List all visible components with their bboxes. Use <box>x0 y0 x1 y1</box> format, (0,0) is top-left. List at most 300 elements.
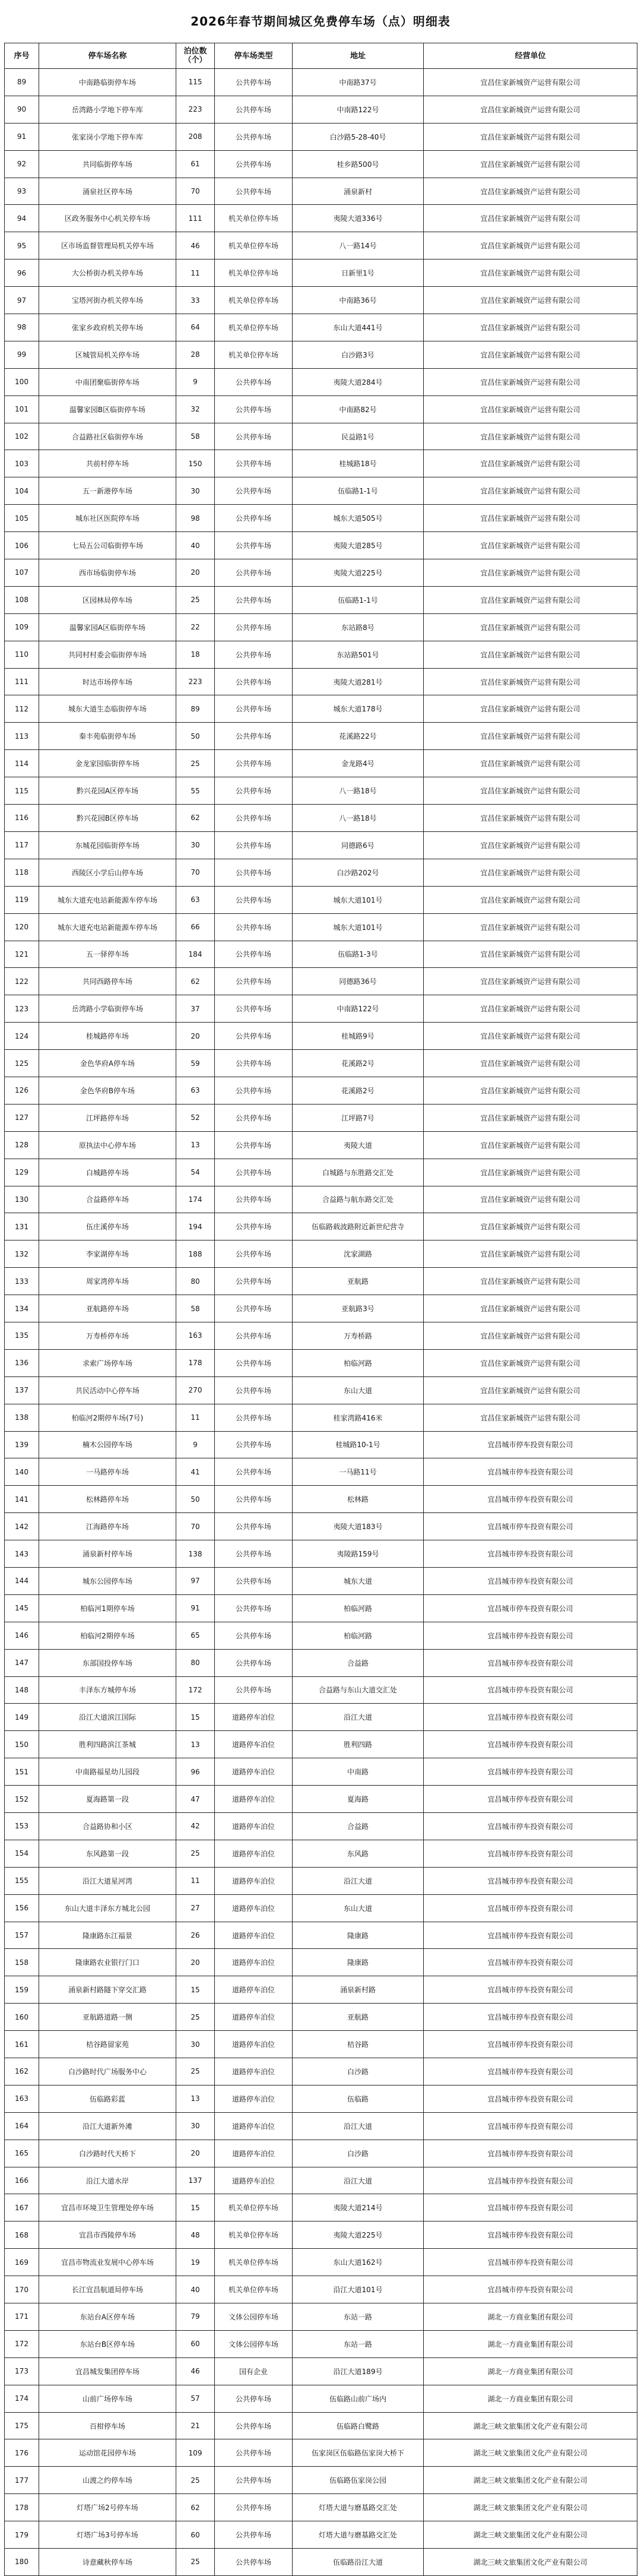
cell-type: 公共停车场 <box>215 1213 293 1240</box>
cell-unit: 宜昌城市停车投资有限公司 <box>424 1458 637 1486</box>
cell-unit: 湖北一方商业集团有限公司 <box>424 2357 637 2385</box>
cell-type: 机关单位停车场 <box>215 2221 293 2249</box>
cell-name: 区城管局机关停车场 <box>39 341 176 368</box>
cell-count: 63 <box>176 886 215 913</box>
cell-name: 张家岗小学地下停车库 <box>39 123 176 150</box>
cell-type: 公共停车场 <box>215 96 293 123</box>
cell-type: 公共停车场 <box>215 777 293 805</box>
table-row <box>5 1758 637 1786</box>
cell-addr: 柏临河路 <box>293 1622 424 1649</box>
cell-name: 柏临河2期停车场 <box>39 1622 176 1649</box>
cell-count: 174 <box>176 1186 215 1213</box>
cell-no: 117 <box>5 831 39 859</box>
table-row <box>5 831 637 859</box>
table-row <box>5 586 637 613</box>
cell-addr: 伍临路伍家岗公园 <box>293 2467 424 2494</box>
cell-name: 宜昌市环境卫生管理处停车场 <box>39 2194 176 2221</box>
cell-no: 128 <box>5 1131 39 1159</box>
table-row <box>5 2004 637 2031</box>
cell-unit: 宜昌城市停车投资有限公司 <box>424 1949 637 1976</box>
cell-addr: 八一路18号 <box>293 777 424 805</box>
cell-unit: 宜昌住家新城资产运营有限公司 <box>424 69 637 96</box>
cell-name: 山前广场停车场 <box>39 2385 176 2412</box>
cell-type: 公共停车场 <box>215 641 293 668</box>
cell-name: 西陵区小学后山停车场 <box>39 859 176 886</box>
cell-count: 25 <box>176 2058 215 2086</box>
cell-unit: 宜昌住家新城资产运营有限公司 <box>424 1159 637 1186</box>
cell-addr: 白城路与东胜路交汇处 <box>293 1159 424 1186</box>
cell-unit: 宜昌住家新城资产运营有限公司 <box>424 913 637 941</box>
cell-unit: 宜昌城市停车投资有限公司 <box>424 2031 637 2058</box>
cell-count: 20 <box>176 1023 215 1050</box>
header-count: 泊位数（个） <box>176 43 215 69</box>
cell-no: 173 <box>5 2357 39 2385</box>
cell-type: 公共停车场 <box>215 178 293 205</box>
cell-name: 伍庄溪停车场 <box>39 1213 176 1240</box>
cell-count: 11 <box>176 1867 215 1894</box>
cell-name: 周家湾停车场 <box>39 1268 176 1295</box>
cell-name: 沿江大道滨江国际 <box>39 1704 176 1731</box>
cell-no: 155 <box>5 1867 39 1894</box>
cell-name: 长江宜昌航道局停车场 <box>39 2276 176 2303</box>
cell-unit: 宜昌城市停车投资有限公司 <box>424 2112 637 2140</box>
cell-no: 91 <box>5 123 39 150</box>
cell-no: 89 <box>5 69 39 96</box>
cell-count: 188 <box>176 1240 215 1268</box>
cell-unit: 宜昌住家新城资产运营有限公司 <box>424 723 637 750</box>
cell-name: 黔兴花园B区停车场 <box>39 805 176 832</box>
cell-unit: 宜昌住家新城资产运营有限公司 <box>424 1050 637 1077</box>
cell-no: 90 <box>5 96 39 123</box>
cell-type: 公共停车场 <box>215 1676 293 1704</box>
cell-name: 共前村停车场 <box>39 450 176 477</box>
cell-name: 五一新港停车场 <box>39 477 176 505</box>
cell-no: 104 <box>5 477 39 505</box>
cell-type: 公共停车场 <box>215 1295 293 1322</box>
cell-addr: 东风路 <box>293 1840 424 1867</box>
cell-name: 东风路第一段 <box>39 1840 176 1867</box>
cell-type: 公共停车场 <box>215 395 293 423</box>
cell-count: 30 <box>176 2031 215 2058</box>
cell-type: 机关单位停车场 <box>215 341 293 368</box>
cell-count: 41 <box>176 1458 215 1486</box>
cell-addr: 沿江大道 <box>293 2112 424 2140</box>
cell-type: 公共停车场 <box>215 613 293 641</box>
table-row <box>5 1240 637 1268</box>
table-row <box>5 2140 637 2167</box>
cell-type: 公共停车场 <box>215 695 293 723</box>
cell-addr: 东站路501号 <box>293 641 424 668</box>
cell-name: 百柑停车场 <box>39 2412 176 2439</box>
cell-addr: 同德路6号 <box>293 831 424 859</box>
cell-unit: 宜昌住家新城资产运营有限公司 <box>424 1322 637 1349</box>
table-row <box>5 2412 637 2439</box>
cell-type: 公共停车场 <box>215 2494 293 2521</box>
cell-type: 道路停车泊位 <box>215 2167 293 2194</box>
table-row <box>5 1513 637 1540</box>
table-row <box>5 1213 637 1240</box>
cell-no: 174 <box>5 2385 39 2412</box>
cell-name: 诗意藏秋停车场 <box>39 2549 176 2576</box>
cell-type: 公共停车场 <box>215 1404 293 1431</box>
cell-name: 丰泽东方城停车场 <box>39 1676 176 1704</box>
cell-addr: 白沙路 <box>293 2140 424 2167</box>
cell-count: 138 <box>176 1540 215 1568</box>
cell-count: 223 <box>176 96 215 123</box>
cell-count: 11 <box>176 1404 215 1431</box>
table-row <box>5 750 637 777</box>
cell-addr: 花溪路2号 <box>293 1077 424 1104</box>
cell-count: 15 <box>176 1976 215 2004</box>
cell-name: 宜昌市西陵停车场 <box>39 2221 176 2249</box>
cell-count: 46 <box>176 2357 215 2385</box>
cell-count: 163 <box>176 1322 215 1349</box>
cell-name: 岳湾路小学临街停车场 <box>39 995 176 1023</box>
cell-count: 59 <box>176 1050 215 1077</box>
cell-name: 白城路停车场 <box>39 1159 176 1186</box>
cell-name: 亚航路停车场 <box>39 1295 176 1322</box>
table-row <box>5 777 637 805</box>
cell-unit: 宜昌城市停车投资有限公司 <box>424 1758 637 1786</box>
cell-name: 城东大道充电站新能源车停车场 <box>39 886 176 913</box>
cell-no: 149 <box>5 1704 39 1731</box>
cell-unit: 宜昌住家新城资产运营有限公司 <box>424 450 637 477</box>
cell-type: 公共停车场 <box>215 831 293 859</box>
table-row <box>5 1676 637 1704</box>
cell-type: 机关单位停车场 <box>215 205 293 232</box>
cell-addr: 城东大道505号 <box>293 505 424 532</box>
cell-addr: 八一路18号 <box>293 805 424 832</box>
cell-type: 道路停车泊位 <box>215 1976 293 2004</box>
table-row <box>5 314 637 341</box>
table-row <box>5 232 637 260</box>
cell-name: 中南团聚临街停车场 <box>39 368 176 395</box>
cell-unit: 宜昌住家新城资产运营有限公司 <box>424 1295 637 1322</box>
cell-no: 142 <box>5 1513 39 1540</box>
cell-count: 60 <box>176 2521 215 2549</box>
cell-no: 157 <box>5 1922 39 1949</box>
cell-count: 223 <box>176 668 215 695</box>
cell-count: 40 <box>176 2276 215 2303</box>
cell-addr: 夏海路 <box>293 1786 424 1813</box>
cell-addr: 合益路与航东路交汇处 <box>293 1186 424 1213</box>
cell-addr: 柏临河路 <box>293 1594 424 1622</box>
table-row <box>5 968 637 995</box>
cell-addr: 东山大道162号 <box>293 2249 424 2276</box>
cell-unit: 湖北三峡文旅集团文化产业有限公司 <box>424 2494 637 2521</box>
cell-unit: 宜昌城市停车投资有限公司 <box>424 2140 637 2167</box>
cell-type: 公共停车场 <box>215 968 293 995</box>
cell-unit: 宜昌城市停车投资有限公司 <box>424 1513 637 1540</box>
cell-type: 公共停车场 <box>215 450 293 477</box>
cell-type: 公共停车场 <box>215 586 293 613</box>
cell-no: 98 <box>5 314 39 341</box>
cell-unit: 宜昌住家新城资产运营有限公司 <box>424 1131 637 1159</box>
cell-no: 148 <box>5 1676 39 1704</box>
cell-unit: 宜昌住家新城资产运营有限公司 <box>424 968 637 995</box>
table-row <box>5 2521 637 2549</box>
cell-type: 道路停车泊位 <box>215 2085 293 2112</box>
table-row <box>5 1431 637 1458</box>
cell-addr: 白沙路202号 <box>293 859 424 886</box>
cell-unit: 宜昌住家新城资产运营有限公司 <box>424 368 637 395</box>
cell-name: 宜昌市物流业发展中心停车场 <box>39 2249 176 2276</box>
cell-no: 92 <box>5 150 39 178</box>
cell-count: 26 <box>176 1922 215 1949</box>
cell-addr: 伍家岗区伍临路伍家岗大桥下 <box>293 2439 424 2467</box>
cell-type: 公共停车场 <box>215 1023 293 1050</box>
cell-unit: 湖北三峡文旅集团文化产业有限公司 <box>424 2521 637 2549</box>
cell-no: 146 <box>5 1622 39 1649</box>
cell-name: 江坪路停车场 <box>39 1104 176 1131</box>
cell-type: 道路停车泊位 <box>215 1949 293 1976</box>
cell-unit: 宜昌城市停车投资有限公司 <box>424 2004 637 2031</box>
cell-addr: 东站路8号 <box>293 613 424 641</box>
cell-count: 111 <box>176 205 215 232</box>
cell-no: 123 <box>5 995 39 1023</box>
cell-name: 白沙路时代广场服务中心 <box>39 2058 176 2086</box>
cell-no: 105 <box>5 505 39 532</box>
cell-type: 文体公园停车场 <box>215 2330 293 2357</box>
table-row <box>5 178 637 205</box>
cell-addr: 城东大道178号 <box>293 695 424 723</box>
cell-count: 150 <box>176 450 215 477</box>
table-row <box>5 1295 637 1322</box>
table-row <box>5 668 637 695</box>
table-row <box>5 1349 637 1376</box>
cell-count: 70 <box>176 859 215 886</box>
cell-type: 机关单位停车场 <box>215 314 293 341</box>
cell-no: 134 <box>5 1295 39 1322</box>
cell-name: 共同临街停车场 <box>39 150 176 178</box>
cell-name: 涌泉社区停车场 <box>39 178 176 205</box>
cell-name: 隆康路东江福景 <box>39 1922 176 1949</box>
cell-name: 桔谷路留家苑 <box>39 2031 176 2058</box>
cell-unit: 宜昌城市停车投资有限公司 <box>424 1922 637 1949</box>
cell-name: 金色华府B停车场 <box>39 1077 176 1104</box>
cell-addr: 桂城路18号 <box>293 450 424 477</box>
cell-name: 东部国投停车场 <box>39 1649 176 1676</box>
cell-name: 区政务服务中心机关停车场 <box>39 205 176 232</box>
header-unit: 经营单位 <box>424 43 637 69</box>
cell-no: 152 <box>5 1786 39 1813</box>
cell-no: 132 <box>5 1240 39 1268</box>
cell-no: 139 <box>5 1431 39 1458</box>
cell-type: 公共停车场 <box>215 123 293 150</box>
cell-count: 25 <box>176 2467 215 2494</box>
table-row <box>5 1159 637 1186</box>
cell-no: 121 <box>5 941 39 968</box>
cell-unit: 宜昌住家新城资产运营有限公司 <box>424 477 637 505</box>
cell-no: 101 <box>5 395 39 423</box>
table-row <box>5 1486 637 1513</box>
cell-no: 178 <box>5 2494 39 2521</box>
table-row <box>5 641 637 668</box>
cell-addr: 白沙路 <box>293 2058 424 2086</box>
cell-type: 公共停车场 <box>215 1131 293 1159</box>
table-row <box>5 150 637 178</box>
cell-addr: 白沙路3号 <box>293 341 424 368</box>
cell-type: 公共停车场 <box>215 668 293 695</box>
cell-type: 道路停车泊位 <box>215 1867 293 1894</box>
table-row <box>5 1867 637 1894</box>
cell-name: 李家湖停车场 <box>39 1240 176 1268</box>
cell-unit: 宜昌住家新城资产运营有限公司 <box>424 777 637 805</box>
cell-type: 公共停车场 <box>215 559 293 587</box>
cell-name: 金龙家园临街停车场 <box>39 750 176 777</box>
cell-unit: 湖北三峡文旅集团文化产业有限公司 <box>424 2412 637 2439</box>
table-row <box>5 1050 637 1077</box>
cell-count: 42 <box>176 1813 215 1840</box>
table-row <box>5 1840 637 1867</box>
cell-unit: 宜昌城市停车投资有限公司 <box>424 1567 637 1594</box>
cell-no: 107 <box>5 559 39 587</box>
table-row <box>5 341 637 368</box>
cell-unit: 宜昌住家新城资产运营有限公司 <box>424 586 637 613</box>
cell-count: 97 <box>176 1567 215 1594</box>
cell-addr: 隆康路 <box>293 1922 424 1949</box>
cell-count: 194 <box>176 1213 215 1240</box>
cell-name: 时达市场停车场 <box>39 668 176 695</box>
cell-no: 144 <box>5 1567 39 1594</box>
cell-count: 80 <box>176 1649 215 1676</box>
cell-addr: 伍临路1-1号 <box>293 477 424 505</box>
cell-name: 中南路临街停车场 <box>39 69 176 96</box>
cell-type: 公共停车场 <box>215 150 293 178</box>
cell-addr: 胜利四路 <box>293 1731 424 1758</box>
cell-name: 运动馆花园停车场 <box>39 2439 176 2467</box>
cell-addr: 伍临路 <box>293 2085 424 2112</box>
cell-name: 夏海路第一段 <box>39 1786 176 1813</box>
cell-name: 西市场临街停车场 <box>39 559 176 587</box>
cell-no: 111 <box>5 668 39 695</box>
cell-no: 125 <box>5 1050 39 1077</box>
cell-addr: 柏临河路 <box>293 1349 424 1376</box>
cell-count: 54 <box>176 1159 215 1186</box>
cell-name: 原执法中心停车场 <box>39 1131 176 1159</box>
cell-type: 道路停车泊位 <box>215 2004 293 2031</box>
cell-name: 共同村村委会临街停车场 <box>39 641 176 668</box>
cell-addr: 中南路36号 <box>293 287 424 314</box>
header-row <box>5 43 637 69</box>
cell-type: 公共停车场 <box>215 2467 293 2494</box>
cell-count: 9 <box>176 368 215 395</box>
cell-unit: 宜昌城市停车投资有限公司 <box>424 2085 637 2112</box>
table-row <box>5 368 637 395</box>
cell-name: 张家乡政府机关停车场 <box>39 314 176 341</box>
cell-no: 112 <box>5 695 39 723</box>
cell-count: 91 <box>176 1594 215 1622</box>
cell-type: 公共停车场 <box>215 913 293 941</box>
cell-count: 22 <box>176 613 215 641</box>
cell-count: 62 <box>176 2494 215 2521</box>
cell-name: 合益路社区临街停车场 <box>39 423 176 450</box>
cell-addr: 夷陵大道336号 <box>293 205 424 232</box>
cell-addr: 桔谷路 <box>293 2031 424 2058</box>
cell-name: 一马路停车场 <box>39 1458 176 1486</box>
cell-addr: 伍临路沿江大道 <box>293 2549 424 2576</box>
cell-no: 113 <box>5 723 39 750</box>
cell-count: 13 <box>176 2085 215 2112</box>
cell-name: 柏临河2期停车场(7号) <box>39 1404 176 1431</box>
cell-count: 137 <box>176 2167 215 2194</box>
table-row <box>5 2303 637 2331</box>
cell-type: 公共停车场 <box>215 941 293 968</box>
cell-no: 151 <box>5 1758 39 1786</box>
cell-no: 158 <box>5 1949 39 1976</box>
cell-name: 城东公园停车场 <box>39 1567 176 1594</box>
cell-addr: 中南路82号 <box>293 395 424 423</box>
table-row <box>5 1540 637 1568</box>
cell-unit: 湖北三峡文旅集团文化产业有限公司 <box>424 2549 637 2576</box>
cell-type: 公共停车场 <box>215 1159 293 1186</box>
cell-addr: 夷陵大道214号 <box>293 2194 424 2221</box>
cell-unit: 宜昌住家新城资产运营有限公司 <box>424 341 637 368</box>
cell-no: 137 <box>5 1376 39 1404</box>
cell-unit: 宜昌住家新城资产运营有限公司 <box>424 96 637 123</box>
cell-addr: 伍临路1-1号 <box>293 586 424 613</box>
cell-count: 13 <box>176 1131 215 1159</box>
cell-type: 公共停车场 <box>215 1349 293 1376</box>
cell-name: 区园林局停车场 <box>39 586 176 613</box>
cell-no: 135 <box>5 1322 39 1349</box>
cell-name: 沿江大道星河湾 <box>39 1867 176 1894</box>
cell-unit: 宜昌城市停车投资有限公司 <box>424 2194 637 2221</box>
cell-addr: 夷陵大道281号 <box>293 668 424 695</box>
cell-type: 道路停车泊位 <box>215 1758 293 1786</box>
cell-type: 道路停车泊位 <box>215 1813 293 1840</box>
cell-count: 70 <box>176 178 215 205</box>
cell-name: 秦丰苑临街停车场 <box>39 723 176 750</box>
cell-unit: 宜昌住家新城资产运营有限公司 <box>424 859 637 886</box>
cell-no: 167 <box>5 2194 39 2221</box>
table-row <box>5 1894 637 1922</box>
cell-count: 20 <box>176 1949 215 1976</box>
cell-no: 108 <box>5 586 39 613</box>
cell-no: 130 <box>5 1186 39 1213</box>
cell-unit: 宜昌住家新城资产运营有限公司 <box>424 505 637 532</box>
cell-no: 160 <box>5 2004 39 2031</box>
cell-no: 177 <box>5 2467 39 2494</box>
table-row <box>5 123 637 150</box>
cell-addr: 中南路 <box>293 1758 424 1786</box>
cell-name: 东城花园临街停车场 <box>39 831 176 859</box>
cell-type: 机关单位停车场 <box>215 2249 293 2276</box>
cell-count: 25 <box>176 750 215 777</box>
table-row <box>5 1376 637 1404</box>
cell-count: 9 <box>176 1431 215 1458</box>
cell-unit: 宜昌城市停车投资有限公司 <box>424 1486 637 1513</box>
cell-type: 公共停车场 <box>215 1486 293 1513</box>
cell-type: 公共停车场 <box>215 2385 293 2412</box>
cell-addr: 民益路1号 <box>293 423 424 450</box>
cell-name: 区市场监督管理局机关停车场 <box>39 232 176 260</box>
cell-unit: 宜昌住家新城资产运营有限公司 <box>424 750 637 777</box>
table-row <box>5 260 637 287</box>
cell-name: 温馨家园A区临街停车场 <box>39 613 176 641</box>
cell-addr: 涌泉新村路 <box>293 1976 424 2004</box>
cell-addr: 沿江大道 <box>293 2167 424 2194</box>
cell-name: 山渡之约停车场 <box>39 2467 176 2494</box>
cell-no: 106 <box>5 532 39 559</box>
table-row <box>5 287 637 314</box>
cell-addr: 夷陵大道183号 <box>293 1513 424 1540</box>
cell-no: 97 <box>5 287 39 314</box>
table-row <box>5 995 637 1023</box>
cell-type: 公共停车场 <box>215 1567 293 1594</box>
table-row <box>5 2494 637 2521</box>
cell-count: 63 <box>176 1077 215 1104</box>
